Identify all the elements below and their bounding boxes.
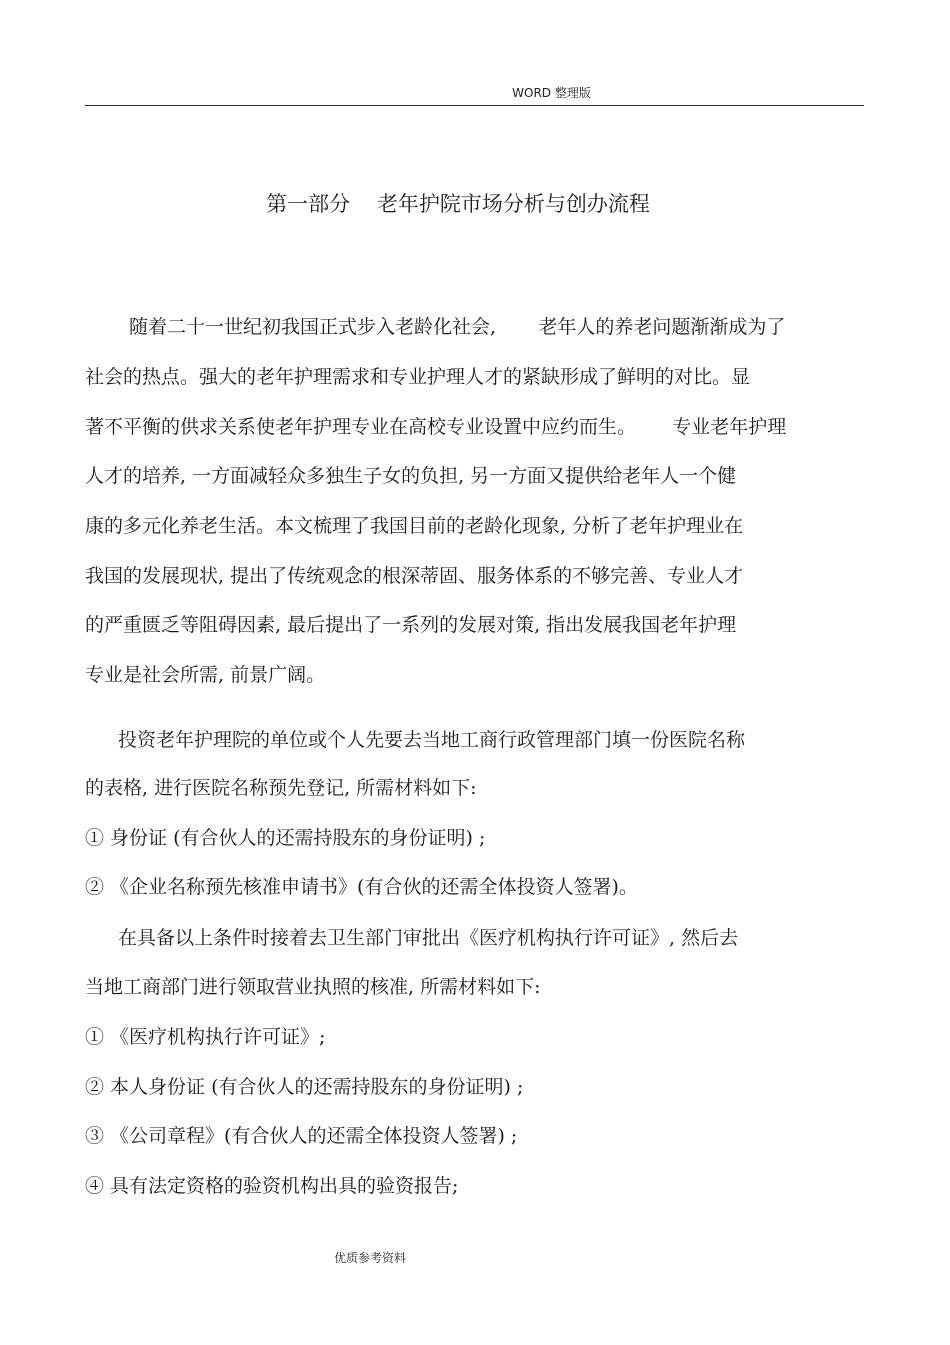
paragraph-3-line: 在具备以上条件时接着去卫生部门审批出《医疗机构执行许可证》, 然后去 <box>118 927 739 949</box>
paragraph-1-line: 著不平衡的供求关系使老年护理专业在高校专业设置中应约而生。 专业老年护理 <box>85 416 787 438</box>
header-divider <box>85 105 864 106</box>
document-title: 第一部分 老年护院市场分析与创办流程 <box>266 192 650 216</box>
list-item: ③ 《公司章程》(有合伙人的还需全体投资人签署) ; <box>85 1125 518 1147</box>
page-footer: 优质参考资料 <box>333 1251 406 1265</box>
list-item: ② 《企业名称预先核准申请书》(有合伙的还需全体投资人签署)。 <box>85 876 638 898</box>
list-item: ② 本人身份证 (有合伙人的还需持股东的身份证明) ; <box>85 1076 524 1098</box>
paragraph-2-line: 投资老年护理院的单位或个人先要去当地工商行政管理部门填一份医院名称 <box>118 729 746 751</box>
paragraph-1-line: 的严重匮乏等阻碍因素, 最后提出了一系列的发展对策, 指出发展我国老年护理 <box>85 614 737 636</box>
paragraph-1-line: 我国的发展现状, 提出了传统观念的根深蒂固、服务体系的不够完善、专业人才 <box>85 565 744 587</box>
paragraph-3-line: 当地工商部门进行领取营业执照的核准, 所需材料如下: <box>85 976 541 998</box>
list-item: ① 身份证 (有合伙人的还需持股东的身份证明) ; <box>85 827 486 849</box>
paragraph-1-line: 人才的培养, 一方面减轻众多独生子女的负担, 另一方面又提供给老年人一个健 <box>85 465 737 487</box>
list-item: ④ 具有法定资格的验资机构出具的验资报告; <box>85 1175 459 1197</box>
list-item: ① 《医疗机构执行许可证》; <box>85 1026 326 1048</box>
paragraph-1-line: 康的多元化养老生活。本文梳理了我国目前的老龄化现象, 分析了老年护理业在 <box>85 515 744 537</box>
page-header: WORD 整理版 <box>512 86 591 100</box>
paragraph-1-line: 社会的热点。强大的老年护理需求和专业护理人才的紧缺形成了鲜明的对比。显 <box>85 366 751 388</box>
paragraph-1-line: 随着二十一世纪初我国正式步入老龄化社会, 老年人的养老问题渐渐成为了 <box>129 316 786 338</box>
paragraph-2-line: 的表格, 进行医院名称预先登记, 所需材料如下: <box>85 777 477 799</box>
paragraph-1-line: 专业是社会所需, 前景广阔。 <box>85 664 326 686</box>
